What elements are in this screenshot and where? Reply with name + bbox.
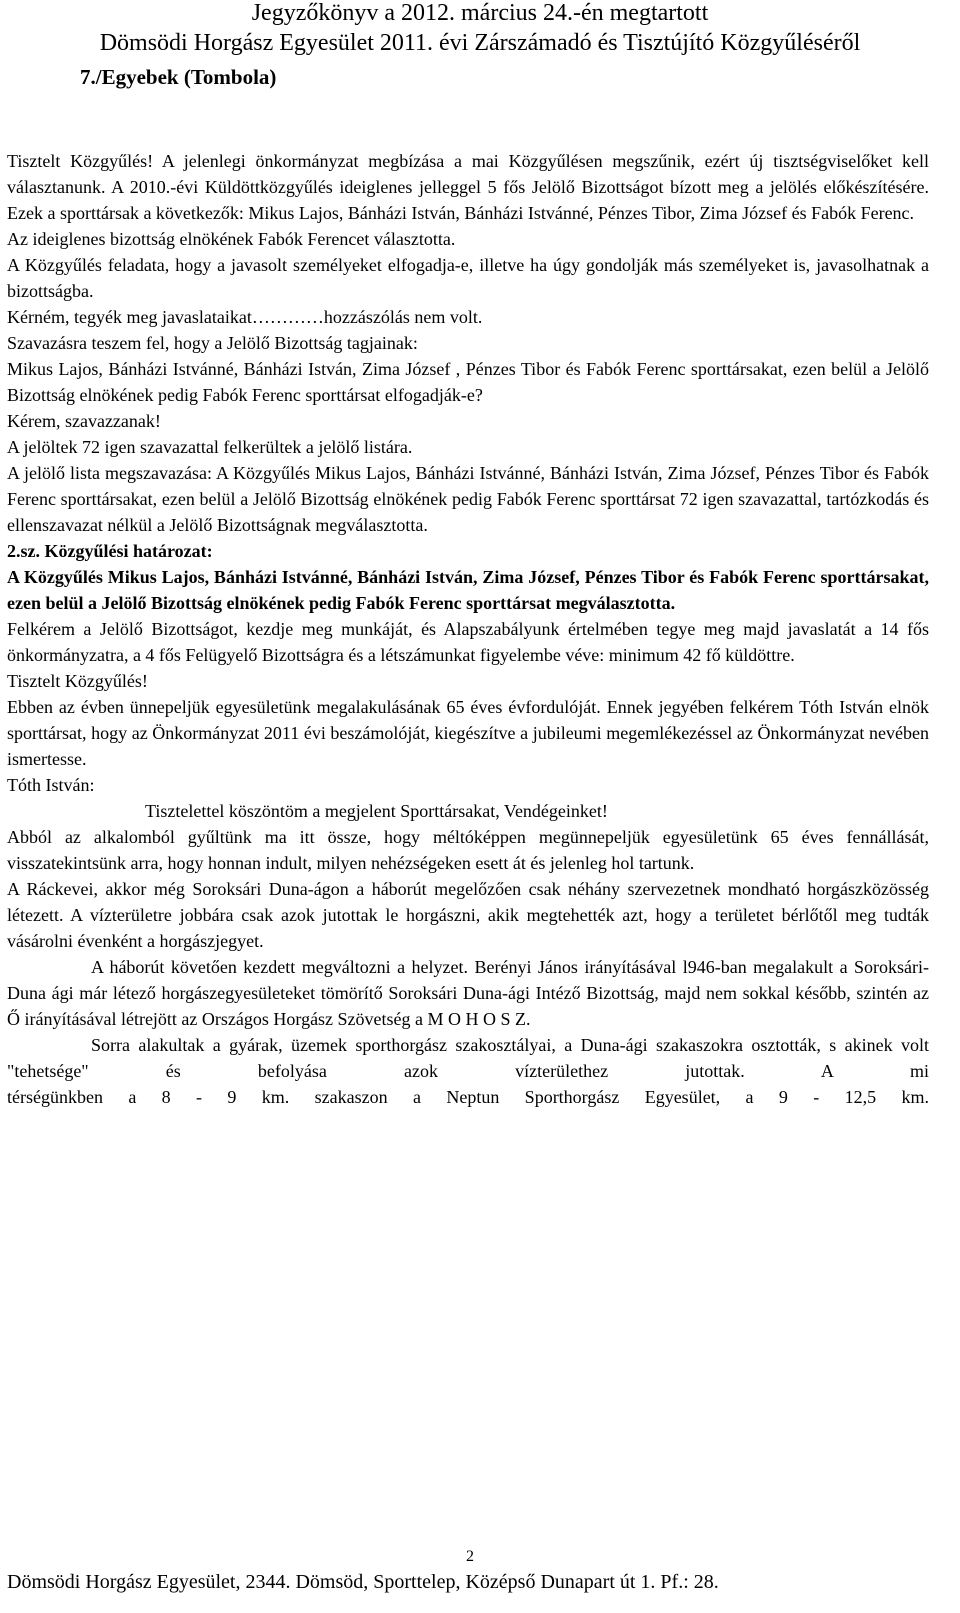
paragraph-intro: Tisztelt Közgyűlés! A jelenlegi önkormányzat megbízása a mai Közgyűlésen megszűnik, ezért új tisztségviselőket kell választanunk. A 2010.-évi Küldöttközgyűlés ideiglenes jelleggel 5 fős Jelölő Bizottságot bízott meg a jelölés előkészítésére. Ezek a sporttársak a következők: Mikus Lajos, Bánházi István, Bánházi Istvánné, Pénzes Tibor, Zima József és Fabók Ferenc. (7, 151, 929, 223)
paragraph-interim-chair: Az ideiglenes bizottság elnökének Fabók Ferencet választotta. (7, 229, 456, 249)
paragraph-history-1: A Ráckevei, akkor még Soroksári Duna-ágon a háborút megelőzően csak néhány szervezetnek mondható horgászközösség létezett. A vízterületre jobbára csak azok jutottak le horgászni, akik megtehették azt, hogy a területet bérlőtől meg tudták vásárolni évenként a horgászjegyet. (7, 879, 929, 951)
resolution-heading (7, 538, 929, 564)
paragraph-assembly-task: A Közgyűlés feladata, hogy a javasolt személyeket elfogadja-e, illetve ha úgy gondolják más személyeket is, javasolhatnak a bizottságba. (7, 255, 929, 301)
resolution-text: A Közgyűlés Mikus Lajos, Bánházi Istvánné, Bánházi István, Zima József, Pénzes Tibor és Fabók Ferenc sporttársakat, ezen belül a Jelölő Bizottság elnökének pedig Fabók Ferenc sporttársat megválasztotta. (7, 567, 929, 613)
paragraph-list-vote: A jelölő lista megszavazása: A Közgyűlés Mikus Lajos, Bánházi Istvánné, Bánházi István, Zima József, Pénzes Tibor és Fabók Ferenc sporttársakat, ezen belül a Jelölő Bizottság elnökének pedig Fabók Ferenc sporttársat 72 igen szavazattal, tartózkodás és ellenszavazat nélkül a Jelölő Bizottságnak megválasztotta. (7, 463, 929, 535)
paragraph-speaker: Tóth István: (7, 775, 95, 795)
resolution-number: 2.sz. (7, 541, 40, 561)
header-title-line-2: Dömsödi Horgász Egyesület 2011. évi Zárszámadó és Tisztújító Közgyűléséről (99, 30, 861, 56)
paragraph-history-2: A háborút követően kezdett megváltozni a helyzet. Berényi János irányításával l946-ban megalakult a Soroksári-Duna ági már létező horgászegyesületeket tömörítő Soroksári Duna-ági Intéző Bizottság, majd nem sokkal később, szintén az Ő irányításával létrejött az Országos Horgász Szövetség a M O H O S Z. (7, 957, 929, 1029)
paragraph-anniversary: Ebben az évben ünnepeljük egyesületünk megalakulásának 65 éves évfordulóját. Ennek jegyében felkérem Tóth István elnök sporttársat, hogy az Önkormányzat 2011 évi beszámolóját, kiegészítve a jubileumi megemlékezéssel az Önkormányzat nevében ismertesse. (7, 697, 929, 769)
document-body (7, 148, 929, 1110)
paragraph-proposals: Kérném, tegyék meg javaslataikat…………hozzászólás nem volt. (7, 307, 483, 327)
header-title-line-1: Jegyzőkönyv a 2012. március 24.-én megtartott (251, 0, 709, 26)
paragraph-committee-members: Mikus Lajos, Bánházi Istvánné, Bánházi István, Zima József , Pénzes Tibor és Fabók Ferenc sporttársakat, ezen belül a Jelölő Bizottság elnökének pedig Fabók Ferenc sporttársat elfogadják-e? (7, 359, 929, 405)
paragraph-please-vote: Kérem, szavazzanak! (7, 411, 161, 431)
paragraph-greeting: Tisztelt Közgyűlés! (7, 671, 148, 691)
paragraph-history-3b: térségünkben a 8 - 9 km. szakaszon a Neptun Sporthorgász Egyesület, a 9 - 12,5 km. (7, 1087, 929, 1107)
paragraph-vote-call: Szavazásra teszem fel, hogy a Jelölő Bizottság tagjainak: (7, 333, 418, 353)
paragraph-occasion: Abból az alkalomból gyűltünk ma itt össze, hogy méltóképpen megünnepeljük egyesületünk 65 éves fennállását, visszatekintsünk arra, hogy honnan indult, milyen nehézségeken esett át és jelenleg hol tartunk. (7, 827, 929, 873)
paragraph-welcome: Tisztelettel köszöntöm a megjelent Sporttársakat, Vendégeinket! (145, 801, 608, 821)
page-footer: Dömsödi Horgász Egyesület, 2344. Dömsöd, Sporttelep, Középső Dunapart út 1. Pf.: 28. (7, 1571, 719, 1593)
section-title: 7./Egyebek (Tombola) (80, 65, 277, 89)
paragraph-vote-result: A jelöltek 72 igen szavazattal felkerültek a jelölő listára. (7, 437, 413, 457)
page-number: 2 (466, 1548, 474, 1565)
paragraph-committee-request: Felkérem a Jelölő Bizottságot, kezdje meg munkáját, és Alapszabályunk értelmében tegye meg majd javaslatát a 14 fős önkormányzatra, a 4 fős Felügyelő Bizottságra és a létszámunkat figyelembe véve: minimum 42 fő küldöttre. (7, 619, 929, 665)
paragraph-history-3a: Sorra alakultak a gyárak, üzemek sporthorgász szakosztályai, a Duna-ági szakaszokra osztották, s akinek volt "tehetsége" és befolyása azok vízterülethez jutottak. A mi (7, 1035, 929, 1081)
resolution-label: Közgyűlési határozat: (40, 541, 213, 561)
